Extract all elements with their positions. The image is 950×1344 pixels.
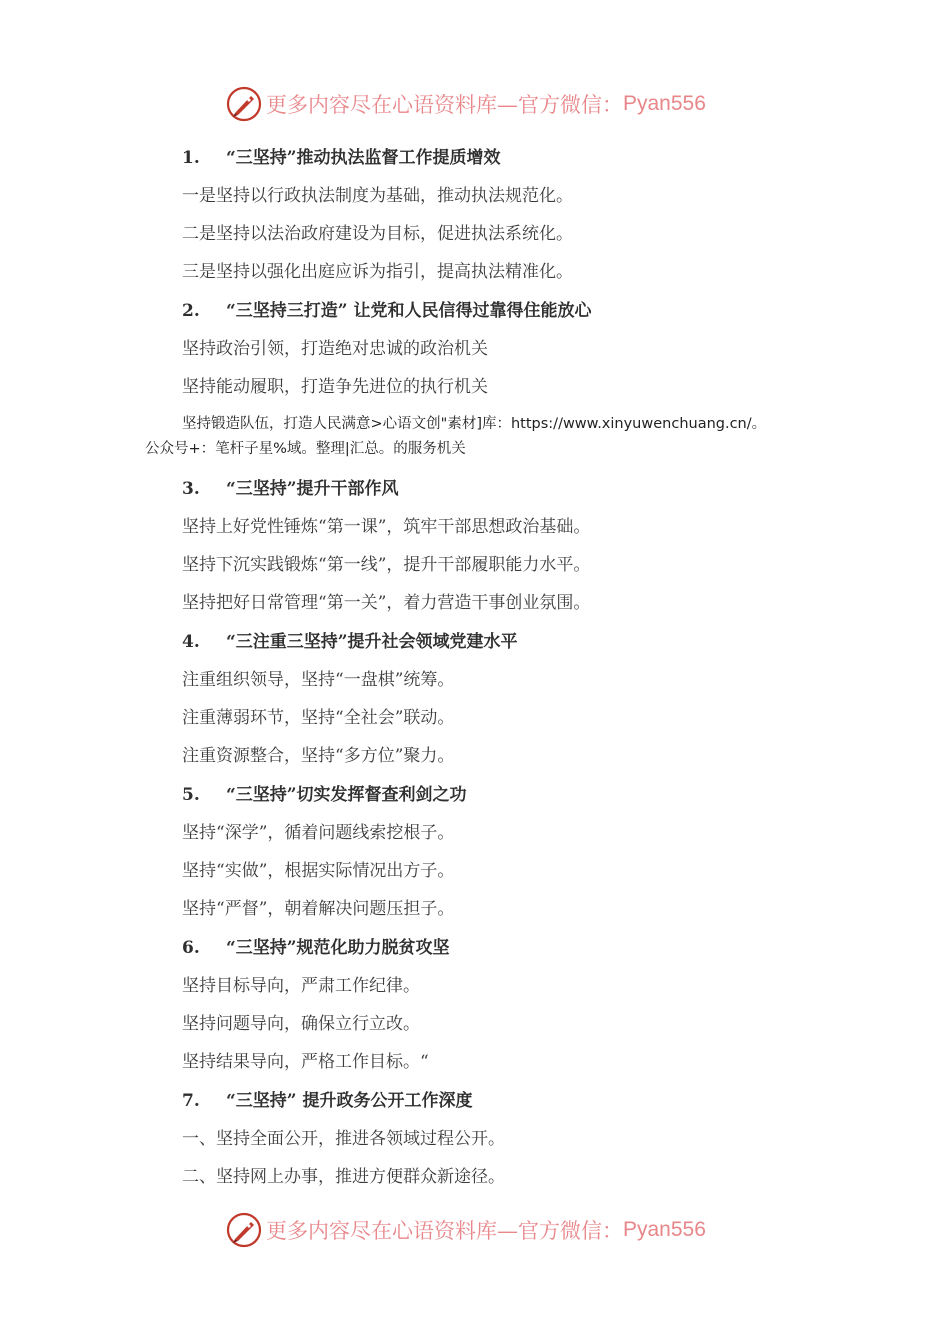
banner-text: 更多内容尽在心语资料库—官方微信： [266, 1219, 623, 1243]
body-line: 坚持上好党性锤炼“第一课”，筑牢干部思想政治基础。 [182, 517, 591, 537]
section-heading [182, 478, 399, 500]
section-heading [182, 1090, 472, 1112]
pen-logo-icon [226, 1212, 262, 1248]
body-line: 坚持把好日常管理“第一关”，着力营造干事创业氛围。 [182, 593, 591, 613]
section-number: 5. [182, 785, 200, 805]
footer-banner [0, 1208, 950, 1252]
body-line: 一是坚持以行政执法制度为基础，推动执法规范化。 [182, 186, 573, 206]
banner-text: 更多内容尽在心语资料库—官方微信： [266, 93, 623, 117]
inserted-note-line: 公众号+：笔杆子星%域。整理|汇总。的服务机关 [145, 441, 466, 457]
banner-content [226, 1208, 706, 1252]
body-line: 坚持政治引领，打造绝对忠诚的政治机关 [182, 339, 488, 359]
body-line: 坚持下沉实践锻炼“第一线”，提升干部履职能力水平。 [182, 555, 591, 575]
section-number: 1. [182, 148, 200, 168]
inserted-note-line: 坚持锻造队伍，打造人民满意>心语文创"素材]库：https://www.xinyuwenchuang.cn/。 [182, 416, 767, 432]
section-title: “三注重三坚持”提升社会领域党建水平 [226, 632, 518, 652]
pen-logo-icon [226, 86, 262, 122]
section-title: “三坚持”规范化助力脱贫攻坚 [226, 938, 450, 958]
section-title: “三坚持三打造” 让党和人民信得过靠得住能放心 [226, 301, 592, 321]
banner-wechat-id: Pyan556 [623, 1218, 706, 1241]
section-number: 4. [182, 632, 200, 652]
body-line: 坚持结果导向，严格工作目标。“ [182, 1052, 429, 1072]
section-number: 3. [182, 479, 200, 499]
body-line: 一、坚持全面公开，推进各领域过程公开。 [182, 1129, 505, 1149]
body-line: 坚持“实做”，根据实际情况出方子。 [182, 861, 455, 881]
body-line: 二、坚持网上办事，推进方便群众新途径。 [182, 1167, 505, 1187]
section-heading [182, 300, 591, 322]
section-number: 2. [182, 301, 200, 321]
body-line: 注重资源整合，坚持“多方位”聚力。 [182, 746, 455, 766]
section-heading [182, 937, 450, 959]
body-line: 坚持能动履职，打造争先进位的执行机关 [182, 377, 488, 397]
section-title: “三坚持”推动执法监督工作提质增效 [226, 148, 501, 168]
section-title: “三坚持”切实发挥督查利剑之功 [226, 785, 467, 805]
section-title: “三坚持”提升干部作风 [226, 479, 399, 499]
body-line: 坚持“深学”，循着问题线索挖根子。 [182, 823, 455, 843]
section-heading [182, 784, 467, 806]
section-title: “三坚持” 提升政务公开工作深度 [226, 1091, 473, 1111]
body-line: 二是坚持以法治政府建设为目标，促进执法系统化。 [182, 224, 573, 244]
section-heading [182, 147, 501, 169]
body-line: 三是坚持以强化出庭应诉为指引，提高执法精准化。 [182, 262, 573, 282]
section-heading [182, 631, 518, 653]
header-banner [0, 82, 950, 126]
body-line: 坚持“严督”，朝着解决问题压担子。 [182, 899, 455, 919]
body-line: 坚持目标导向，严肃工作纪律。 [182, 976, 420, 996]
banner-wechat-id: Pyan556 [623, 92, 706, 115]
body-line: 坚持问题导向，确保立行立改。 [182, 1014, 420, 1034]
section-number: 6. [182, 938, 200, 958]
banner-content [226, 82, 706, 126]
body-line: 注重薄弱环节，坚持“全社会”联动。 [182, 708, 455, 728]
section-number: 7. [182, 1091, 200, 1111]
body-line: 注重组织领导，坚持“一盘棋”统筹。 [182, 670, 455, 690]
